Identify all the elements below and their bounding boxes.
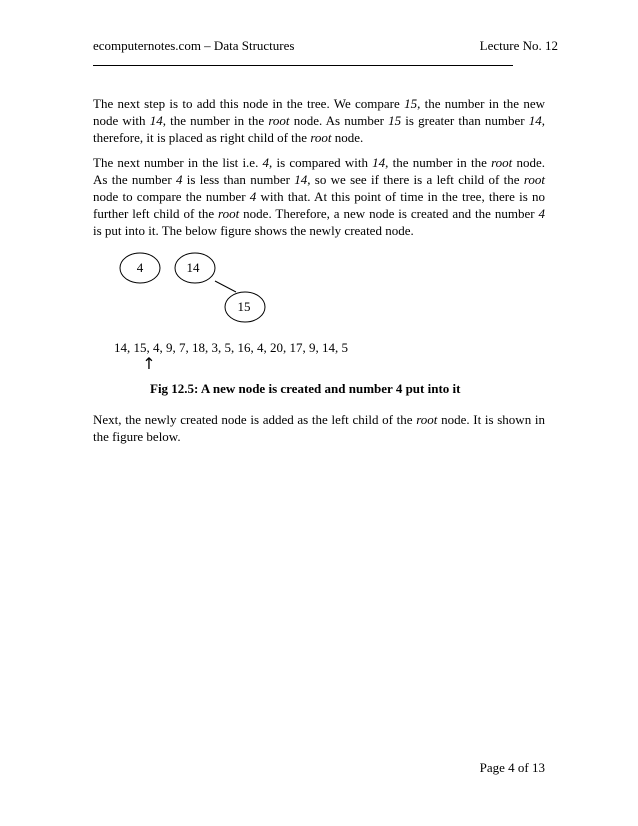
paragraph-add-left-child: Next, the newly created node is added as the left child of the root node. It is shown in the figure below. — [93, 412, 545, 444]
tree-node-15 — [225, 292, 265, 322]
tree-node-14-label: 14 — [186, 260, 200, 275]
edge-14-15 — [215, 281, 236, 292]
page-number: Page 4 of 13 — [479, 760, 545, 775]
tree-node-4 — [120, 253, 160, 283]
tree-node-14 — [175, 253, 215, 283]
pointer-arrow-icon: ↑ — [142, 354, 156, 373]
paragraph-compare-4: The next number in the list i.e. 4, is compared with 14, the number in the root node. As the number 4 is less than number 14, so we see if there is a left child of the root node to compare the number 4 with that. At this point of time in the tree, there is no further left child of the root node. Therefore, a new node is created and the number 4 is put into it. The below figure shows the newly created node. — [93, 155, 546, 238]
paragraph-add-node-15: The next step is to add this node in the tree. We compare 15, the number in the new node with 14, the number in the root node. As number 15 is greater than number 14, therefore, it is placed as right child of the root node. — [93, 96, 545, 145]
figure-caption: Fig 12.5: A new node is created and number 4 put into it — [150, 381, 461, 396]
number-sequence: 14, 15, 4, 9, 7, 18, 3, 5, 16, 4, 20, 17, 9, 14, 5 — [114, 340, 348, 355]
tree-node-4-label: 4 — [136, 260, 144, 275]
header-site-title: ecomputernotes.com – Data Structures — [93, 38, 295, 53]
tree-node-15-label: 15 — [237, 299, 251, 314]
header-lecture-number: Lecture No. 12 — [479, 38, 558, 53]
